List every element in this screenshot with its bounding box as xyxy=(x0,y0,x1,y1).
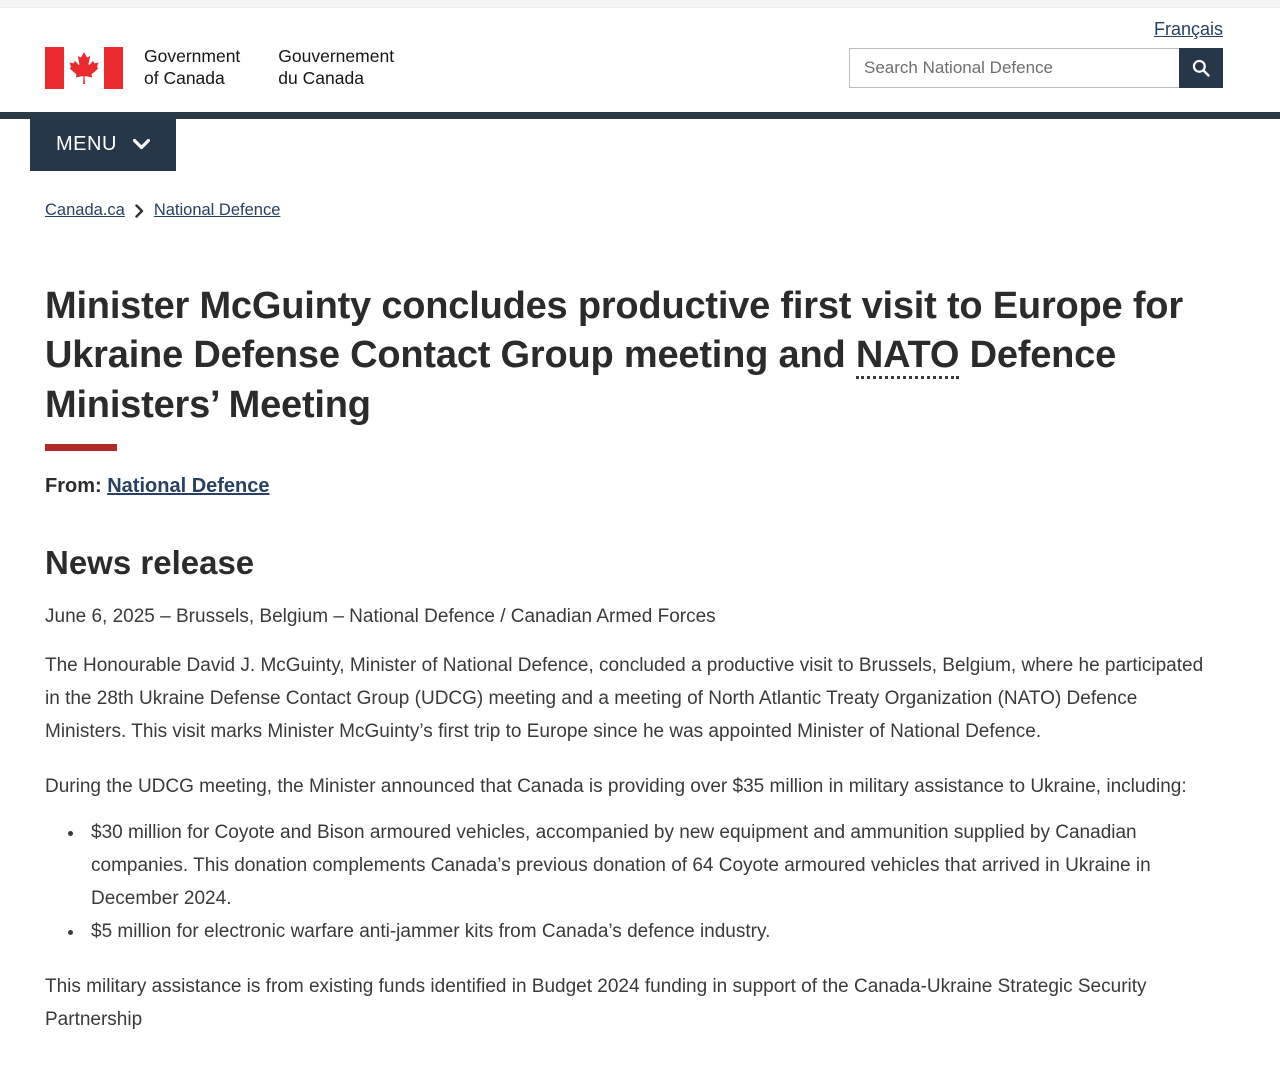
brand-name-english xyxy=(144,46,240,90)
breadcrumb-link-national-defence[interactable]: National Defence xyxy=(153,200,281,219)
chevron-down-icon xyxy=(133,139,150,150)
list-item: • $5 million for electronic warfare anti-jammer kits from Canada’s defence industry. xyxy=(85,916,1215,949)
closing-paragraph: This military assistance is from existing funds identified in Budget 2024 funding in support of the Canada-Ukraine Strategic Security Partnership xyxy=(45,975,1147,1030)
brand-french-line2: du Canada xyxy=(278,67,364,88)
flag-left-bar xyxy=(45,47,64,89)
search-icon xyxy=(1191,58,1211,78)
top-strip xyxy=(0,0,1280,8)
site-header xyxy=(0,8,1280,112)
breadcrumb-link-canada-ca[interactable]: Canada.ca xyxy=(45,200,125,219)
dateline: June 6, 2025 – Brussels, Belgium – National Defence / Canadian Armed Forces xyxy=(45,605,716,627)
search-button[interactable] xyxy=(1179,48,1223,88)
from-label: From: xyxy=(45,474,102,497)
page-title xyxy=(45,282,1195,430)
site-search xyxy=(849,48,1223,88)
breadcrumb xyxy=(45,201,1223,220)
nato-abbreviation: NATO xyxy=(856,334,959,379)
menu-button[interactable] xyxy=(30,119,176,171)
section-heading: News release xyxy=(45,543,255,581)
canada-flag-icon xyxy=(45,47,123,89)
flag-right-bar xyxy=(104,47,123,89)
paragraph-1: The Honourable David J. McGuinty, Minister of National Defence, concluded a productive visit to Brussels, Belgium, where he participated in the 28th Ukraine Defense Contact Group (UDCG) meeting and a meeting of North Atlantic Treaty Organization (NATO) Defence Ministers. This visit marks Minister McGuinty’s first trip to Europe since he was appointed Minister of National Defence. xyxy=(45,654,1204,742)
page-title-part2: Defence Ministers’ Meeting xyxy=(45,334,1117,426)
brand-french-line1: Gouvernement xyxy=(278,46,395,66)
menu-button-label: MENU xyxy=(56,132,117,155)
brand-english-line2: of Canada xyxy=(144,67,225,88)
brand-names xyxy=(144,46,394,90)
maple-leaf-icon xyxy=(64,47,104,89)
article xyxy=(0,282,1280,1077)
paragraph-2: During the UDCG meeting, the Minister announced that Canada is providing over $35 million in military assistance to Ukraine, including: xyxy=(45,775,1187,797)
chevron-right-icon xyxy=(135,204,144,218)
page-title-part1: Minister McGuinty concludes productive first visit to Europe for Ukraine Defense Contact Group meeting and xyxy=(45,284,1183,377)
title-accent-bar xyxy=(45,444,117,451)
nav-bar xyxy=(0,112,1280,119)
from-department-link[interactable]: National Defence xyxy=(107,474,270,497)
brand-row xyxy=(0,40,1280,112)
search-input[interactable] xyxy=(849,48,1179,88)
language-row xyxy=(0,8,1280,40)
list-item: • $30 million for Coyote and Bison armoured vehicles, accompanied by new equipment and ammunition supplied by Canadian companies. This donation complements Canada’s previous donation of 64 Coyote armoured vehicles that arrived in Ukraine in December 2024. xyxy=(85,817,1215,916)
assistance-list xyxy=(45,817,1223,948)
brand-name-french xyxy=(278,46,394,90)
language-toggle-link[interactable]: Français xyxy=(1153,19,1223,39)
from-line xyxy=(45,475,1223,498)
menu-wrap xyxy=(0,119,1280,171)
brand-english-line1: Government xyxy=(144,46,241,66)
government-of-canada-logo-link[interactable] xyxy=(45,46,394,90)
